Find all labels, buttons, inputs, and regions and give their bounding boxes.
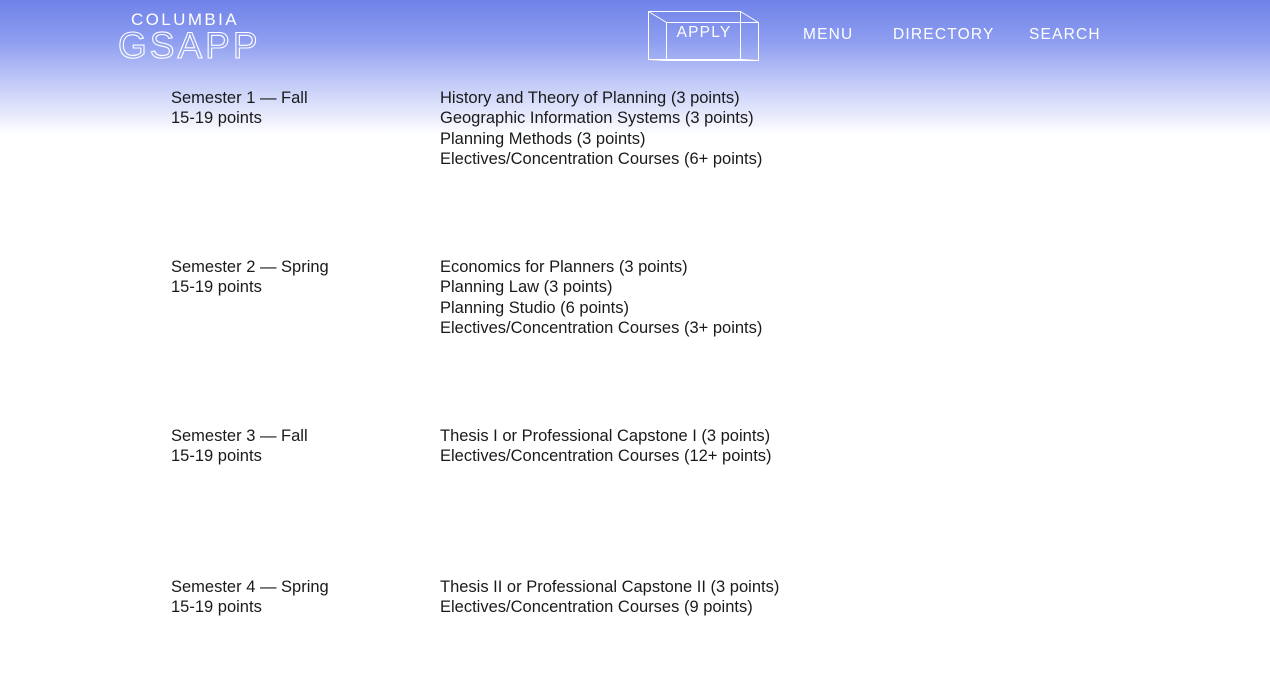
semester-points: 15-19 points — [171, 109, 262, 128]
semester-points: 15-19 points — [171, 598, 262, 617]
semester-label — [171, 577, 431, 618]
course-item: Planning Methods (3 points) — [440, 129, 646, 148]
logo-columbia: COLUMBIA — [131, 10, 239, 29]
apply-label: APPLY — [676, 24, 732, 41]
course-item: Thesis I or Professional Capstone I (3 points) — [440, 427, 771, 445]
course-item: Economics for Planners (3 points) — [440, 258, 688, 276]
site-header — [0, 0, 1270, 75]
course-item: Electives/Concentration Courses (12+ points) — [440, 447, 772, 466]
semester-title: Semester 3 — Fall — [171, 427, 308, 445]
semester-label — [171, 257, 431, 298]
semester-title: Semester 2 — Spring — [171, 258, 329, 276]
directory-link[interactable]: DIRECTORY — [893, 26, 995, 43]
course-item: Thesis II or Professional Capstone II (3 points) — [440, 578, 780, 596]
menu-link[interactable]: MENU — [803, 26, 854, 43]
course-item: Electives/Concentration Courses (3+ points) — [440, 318, 763, 337]
semester-points: 15-19 points — [171, 447, 262, 466]
course-list — [440, 426, 960, 467]
search-link[interactable]: SEARCH — [1029, 26, 1101, 43]
course-item: Planning Law (3 points) — [440, 278, 613, 297]
logo-gsapp: GSAPP — [118, 25, 261, 66]
semester-label — [171, 426, 431, 467]
semester-title: Semester 4 — Spring — [171, 578, 329, 596]
course-item: History and Theory of Planning (3 points) — [440, 89, 740, 107]
semester-points: 15-19 points — [171, 278, 262, 297]
semester-title: Semester 1 — Fall — [171, 89, 308, 107]
course-item: Planning Studio (6 points) — [440, 298, 629, 317]
course-item: Electives/Concentration Courses (9 points) — [440, 598, 753, 617]
course-list — [440, 88, 960, 169]
course-item: Geographic Information Systems (3 points) — [440, 109, 754, 128]
course-item: Electives/Concentration Courses (6+ points) — [440, 149, 763, 168]
apply-button[interactable] — [647, 10, 761, 63]
course-list — [440, 257, 960, 338]
semester-label — [171, 88, 431, 129]
course-list — [440, 577, 960, 618]
